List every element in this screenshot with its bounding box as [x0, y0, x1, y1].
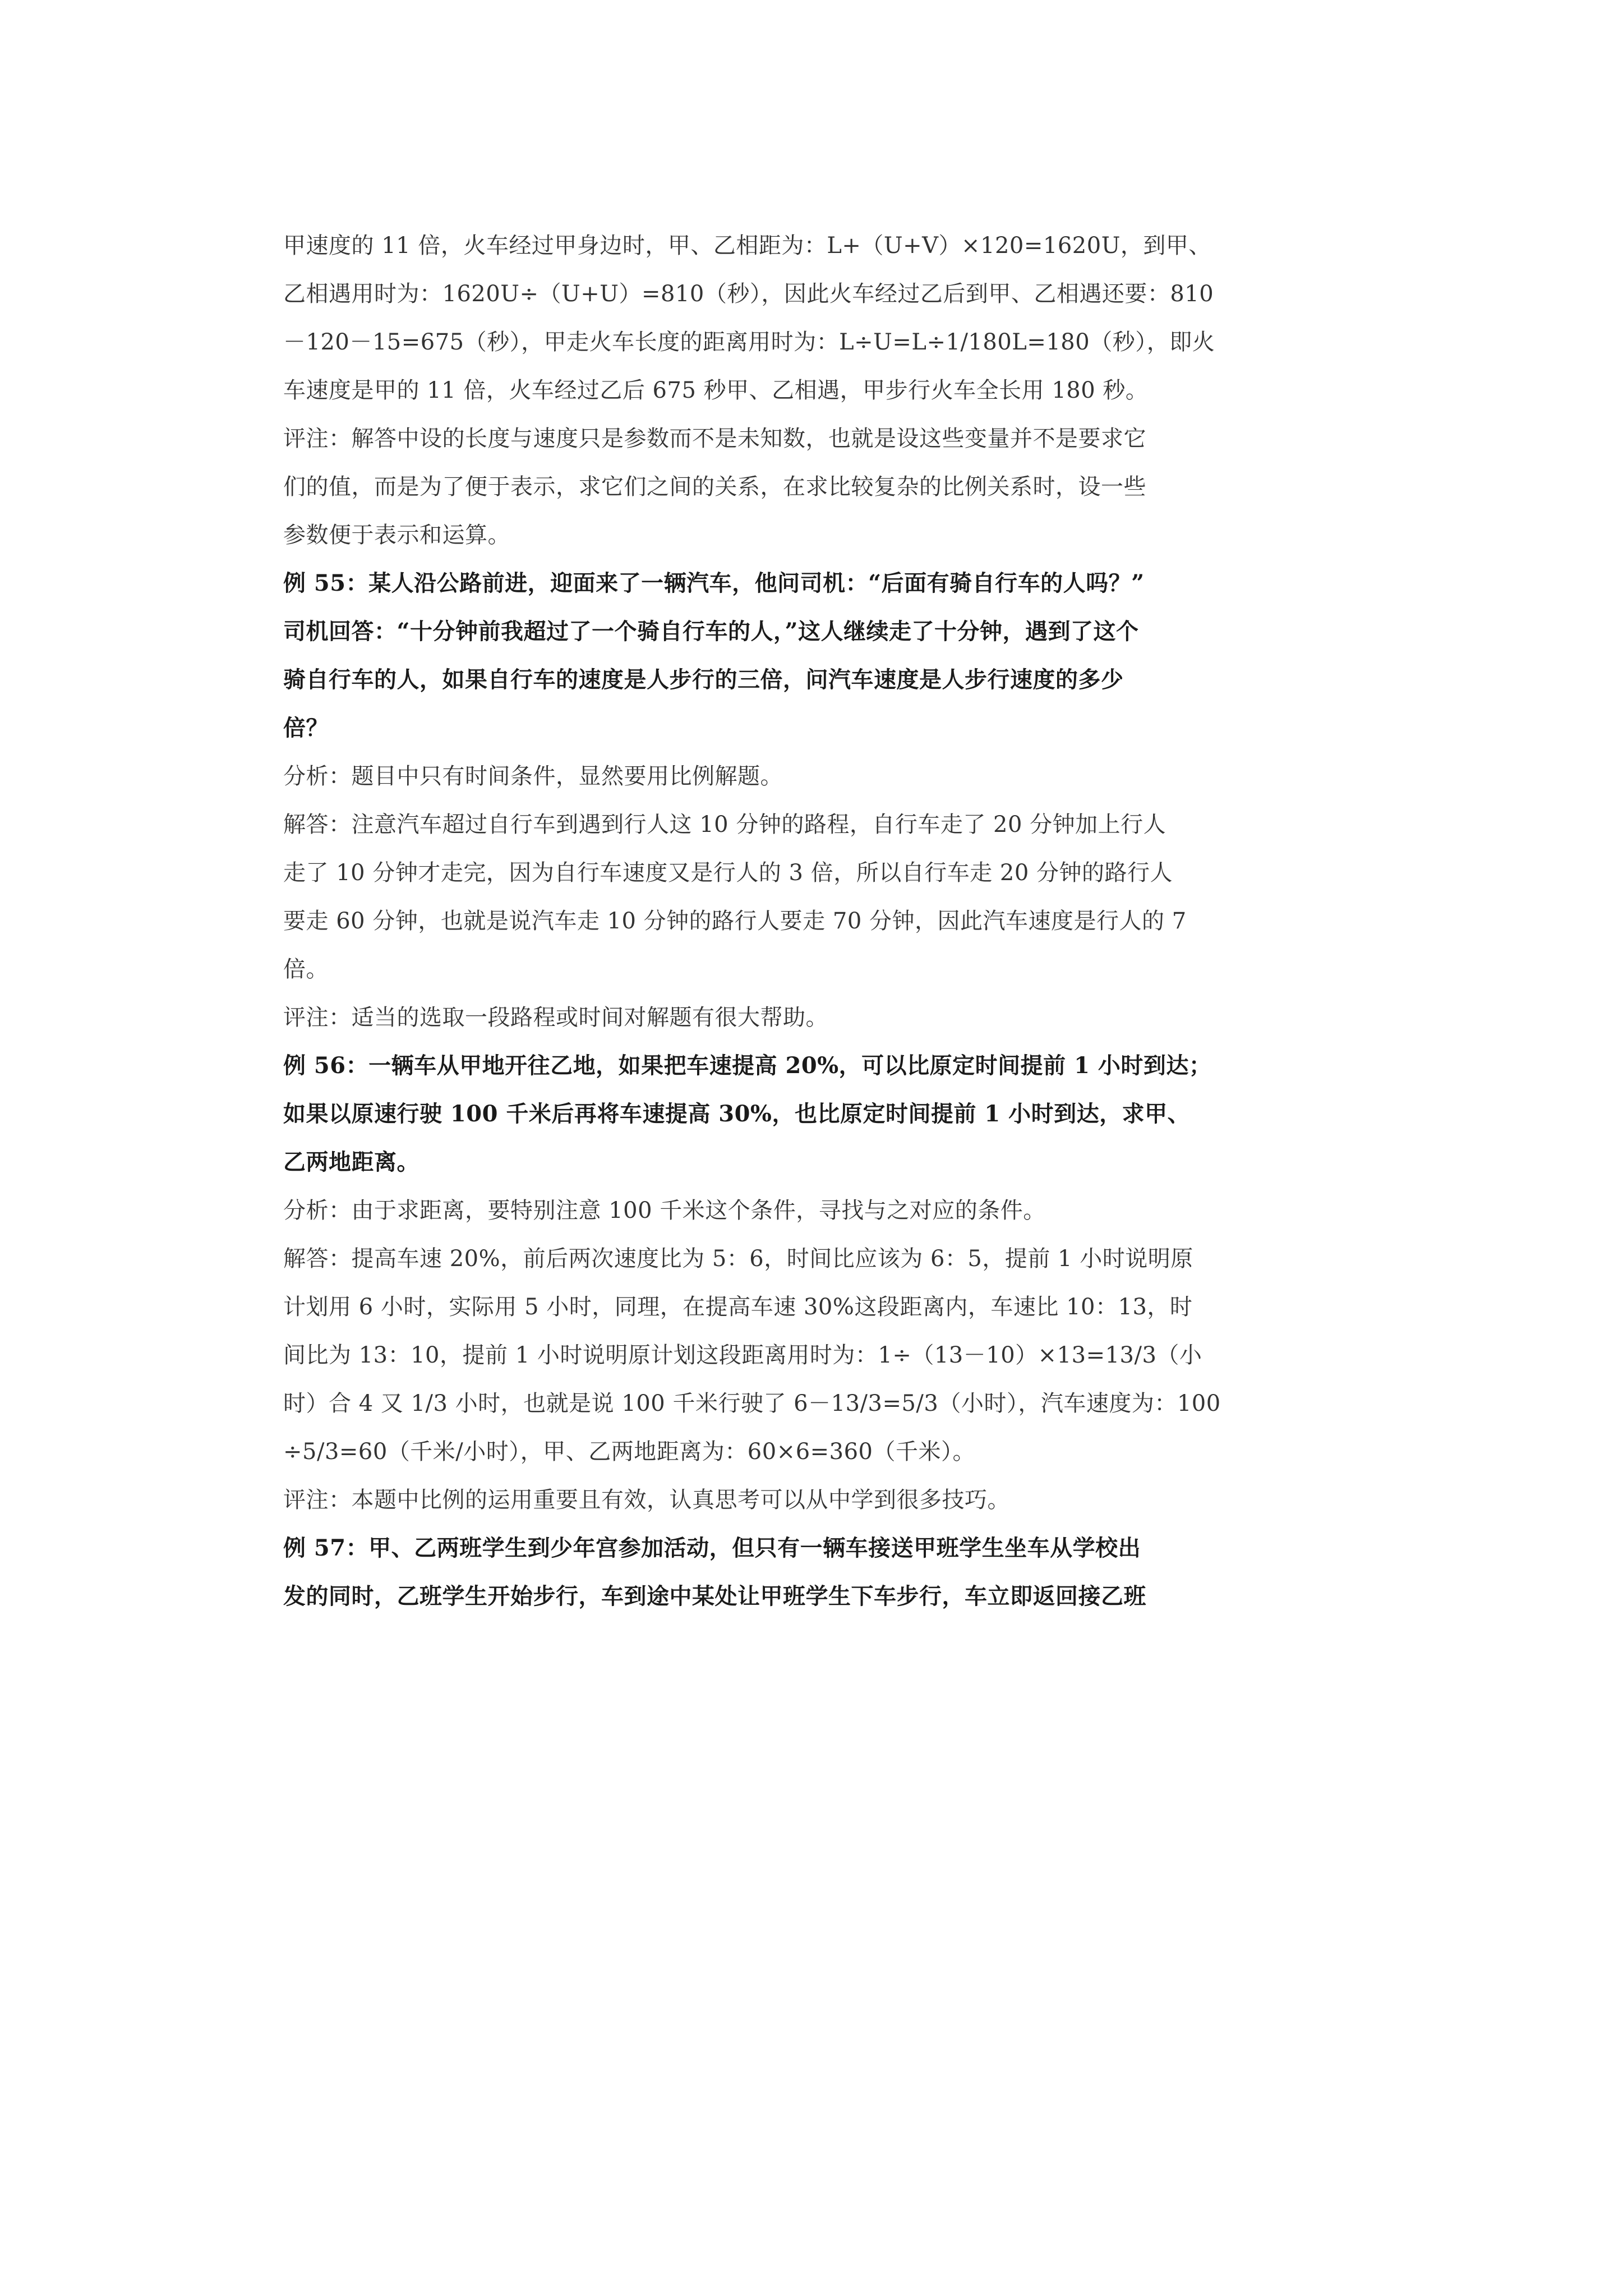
body-text-line: 参数便于表示和运算。	[283, 522, 510, 548]
body-text-line: 们的值，而是为了便于表示，求它们之间的关系，在求比较复杂的比例关系时，设一些	[283, 474, 1146, 500]
problem-text-line: 发的同时，乙班学生开始步行，车到途中某处让甲班学生下车步行，车立即返回接乙班	[283, 1583, 1146, 1609]
body-text-line: 评注：本题中比例的运用重要且有效，认真思考可以从中学到很多技巧。	[283, 1487, 1010, 1513]
body-text-line: －120－15=675（秒），甲走火车长度的距离用时为：L÷U=L÷1/180L=180（秒），即火	[283, 329, 1215, 355]
body-text-line: 分析：题目中只有时间条件，显然要用比例解题。	[283, 763, 783, 789]
problem-text-line: 司机回答：“十分钟前我超过了一个骑自行车的人，”这人继续走了十分钟，遇到了这个	[283, 618, 1139, 645]
body-text-line: 要走 60 分钟，也就是说汽车走 10 分钟的路行人要走 70 分钟，因此汽车速度是行人的 7	[283, 908, 1187, 934]
problem-text-line: 如果以原速行驶 100 千米后再将车速提高 30%，也比原定时间提前 1 小时到达，求甲、	[283, 1101, 1191, 1127]
body-text-line: 解答：注意汽车超过自行车到遇到行人这 10 分钟的路程，自行车走了 20 分钟加上行人	[283, 812, 1166, 838]
problem-text-line: 例 55：某人沿公路前进，迎面来了一辆汽车，他问司机：“后面有骑自行车的人吗？”	[283, 570, 1145, 596]
body-text-line: 倍。	[283, 956, 329, 982]
problem-text-line: 例 56：一辆车从甲地开往乙地，如果把车速提高 20%，可以比原定时间提前 1 小时到达；	[283, 1052, 1212, 1079]
body-text-line: 间比为 13：10，提前 1 小时说明原计划这段距离用时为：1÷（13－10）×13=13/3（小	[283, 1342, 1202, 1368]
body-text-line: 评注：适当的选取一段路程或时间对解题有很大帮助。	[283, 1005, 828, 1030]
body-text-line: 分析：由于求距离，要特别注意 100 千米这个条件，寻找与之对应的条件。	[283, 1198, 1046, 1223]
body-text-line: 评注：解答中设的长度与速度只是参数而不是未知数，也就是设这些变量并不是要求它	[283, 426, 1146, 452]
body-text-line: 车速度是甲的 11 倍，火车经过乙后 675 秒甲、乙相遇，甲步行火车全长用 180 秒。	[283, 378, 1149, 403]
body-text-line: 时）合 4 又 1/3 小时，也就是说 100 千米行驶了 6－13/3=5/3（小时），汽车速度为：100	[283, 1391, 1221, 1416]
body-text-line: 乙相遇用时为：1620U÷（U+U）=810（秒），因此火车经过乙后到甲、乙相遇还要：810	[283, 281, 1214, 307]
body-text-line: 解答：提高车速 20%，前后两次速度比为 5：6，时间比应该为 6：5，提前 1 小时说明原	[283, 1246, 1193, 1272]
problem-text-line: 乙两地距离。	[283, 1149, 419, 1175]
body-text-line: 走了 10 分钟才走完，因为自行车速度又是行人的 3 倍，所以自行车走 20 分钟的路行人	[283, 860, 1173, 886]
document-page	[283, 222, 1225, 1621]
problem-text-line: 例 57：甲、乙两班学生到少年宫参加活动，但只有一辆车接送甲班学生坐车从学校出	[283, 1535, 1141, 1561]
problem-text-line: 倍？	[283, 715, 329, 741]
body-text-line: 计划用 6 小时，实际用 5 小时，同理，在提高车速 30%这段距离内，车速比 10：13，时	[283, 1294, 1193, 1320]
body-text-line: ÷5/3=60（千米/小时），甲、乙两地距离为：60×6=360（千米）。	[283, 1439, 976, 1465]
problem-text-line: 骑自行车的人，如果自行车的速度是人步行的三倍，问汽车速度是人步行速度的多少	[283, 666, 1124, 693]
body-text-line: 甲速度的 11 倍，火车经过甲身边时，甲、乙相距为：L+（U+V）×120=1620U，到甲、	[283, 233, 1211, 259]
